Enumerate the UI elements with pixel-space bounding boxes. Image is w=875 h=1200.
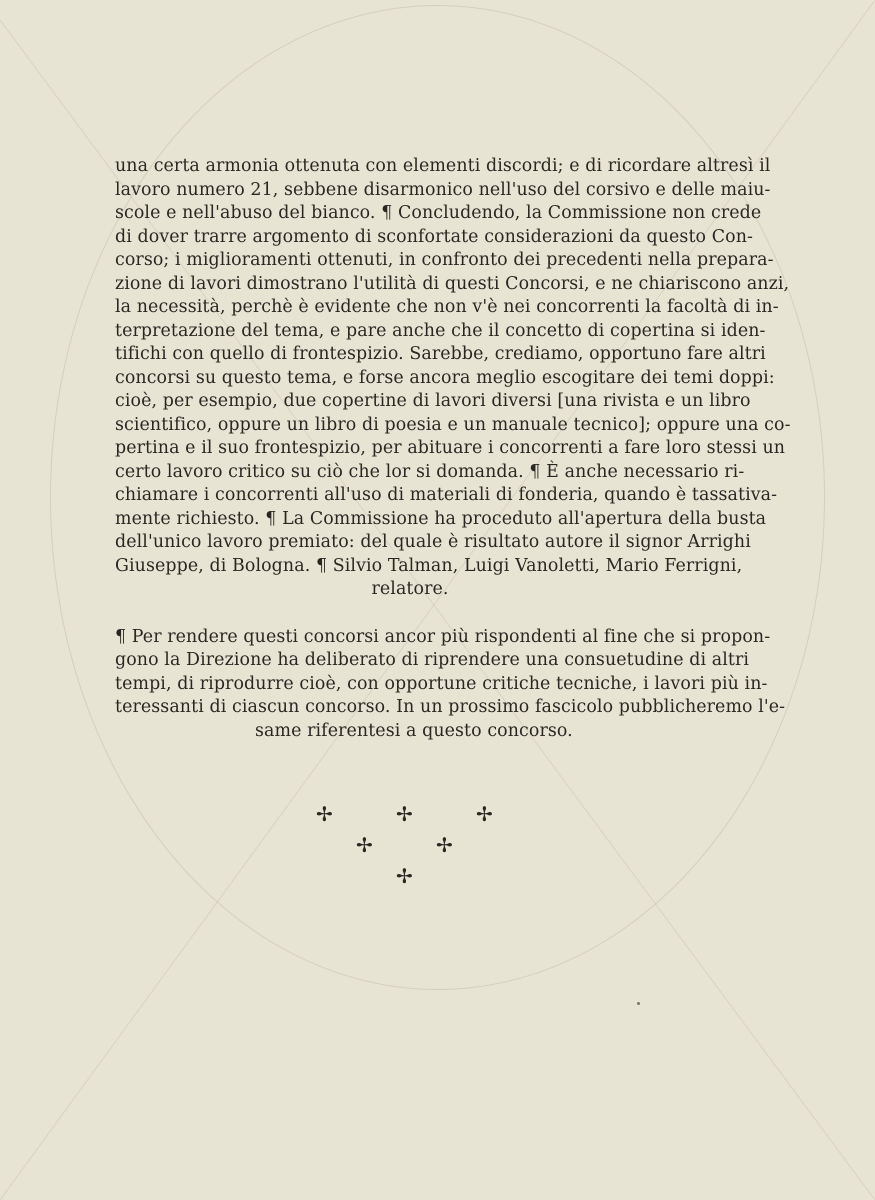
ornament-icon: ✢ [396,864,413,888]
text-line: Giuseppe, di Bologna. ¶ Silvio Talman, Luigi Vanoletti, Mario Ferrigni, [115,555,743,576]
text-line: certo lavoro critico su ciò che lor si domanda. ¶ È anche necessario ri- [115,461,745,482]
text-line: teressanti di ciascun concorso. In un prossimo fascicolo pubblicheremo l'e- [115,697,786,717]
text-line: lavoro numero 21, sebbene disarmonico nell'uso del corsivo e delle maiu- [115,179,771,200]
text-line: tempi, di riprodurre cioè, con opportune critiche tecniche, i lavori più in- [115,673,768,694]
text-line: same riferentesi a questo concorso. [255,720,573,741]
text-line: mente richiesto. ¶ La Commissione ha proceduto all'apertura della busta [115,508,767,529]
text-line: concorsi su questo tema, e forse ancora meglio escogitare dei temi doppi: [115,367,775,388]
text-line: cioè, per esempio, due copertine di lavori diversi [una rivista e un libro [115,391,751,411]
text-line: chiamare i concorrenti all'uso di materiali di fonderia, quando è tassativa- [115,485,778,505]
text-line: terpretazione del tema, e pare anche che il concetto di copertina si iden- [115,320,766,341]
text-line: corso; i miglioramenti ottenuti, in confronto dei precedenti nella prepara- [115,250,774,270]
text-line: scole e nell'abuso del bianco. ¶ Concludendo, la Commissione non crede [115,203,762,223]
ornament-icon: ✢ [316,802,333,826]
ornament-icon: ✢ [436,833,453,857]
text-line: una certa armonia ottenuta con elementi discordi; e di ricordare altresì il [115,156,771,176]
signature-line: relatore. [371,579,449,599]
text-line: tifichi con quello di frontespizio. Sarebbe, crediamo, opportuno fare altri [115,344,766,364]
text-line: zione di lavori dimostrano l'utilità di questi Concorsi, e ne chiariscono anzi, [115,273,790,294]
text-line: scientifico, oppure un libro di poesia e un manuale tecnico]; oppure una co- [115,414,791,435]
ornament-icon: ✢ [356,833,373,857]
text-line: di dover trarre argomento di sconfortate considerazioni da questo Con- [115,226,753,247]
text-line: la necessità, perchè è evidente che non v'è nei concorrenti la facoltà di in- [115,297,779,317]
text-line: pertina e il suo frontespizio, per abituare i concorrenti a fare loro stessi un [115,438,786,458]
text-line: dell'unico lavoro premiato: del quale è risultato autore il signor Arrighi [115,532,751,552]
paper-speck [637,1002,640,1005]
text-line: ¶ Per rendere questi concorsi ancor più rispondenti al fine che si propon- [115,626,771,647]
text-line: gono la Direzione ha deliberato di riprendere una consuetudine di altri [115,650,750,670]
ornament-icon: ✢ [396,802,413,826]
ornament-icon: ✢ [476,802,493,826]
